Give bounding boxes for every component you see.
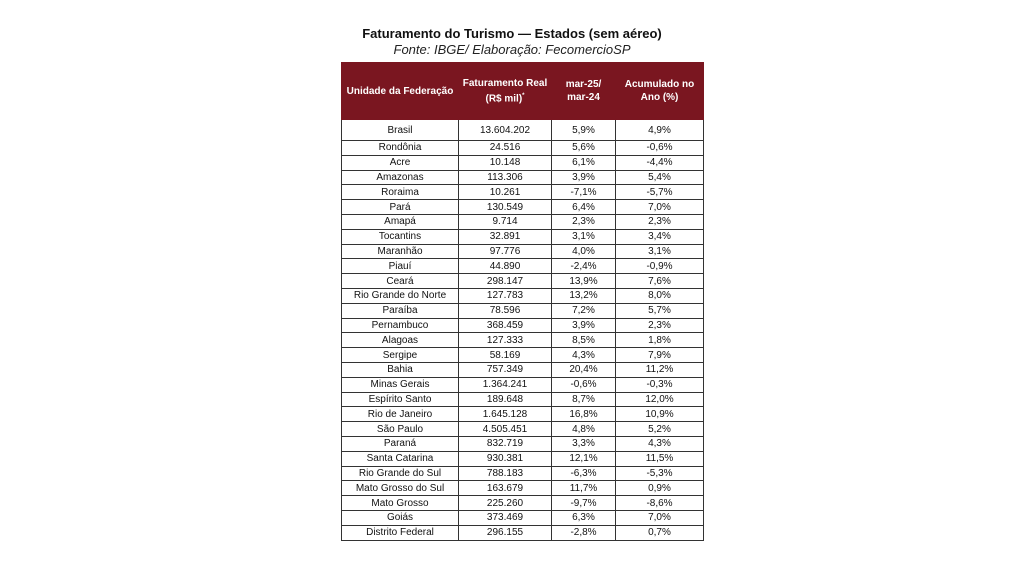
table-row — [342, 170, 704, 185]
cell-ytd: 2,3% — [616, 318, 704, 333]
cell-revenue: 127.783 — [459, 288, 552, 303]
table-row — [342, 466, 704, 481]
page-title: Faturamento do Turismo — Estados (sem aéreo) — [362, 26, 662, 41]
table-row — [342, 303, 704, 318]
cell-state: Paraíba — [342, 303, 459, 318]
table-row — [342, 525, 704, 540]
cell-state: Piauí — [342, 259, 459, 274]
cell-state: Pernambuco — [342, 318, 459, 333]
source-subtitle: Fonte: IBGE/ Elaboração: FecomercioSP — [393, 42, 631, 57]
cell-revenue: 373.469 — [459, 510, 552, 525]
cell-revenue: 298.147 — [459, 274, 552, 289]
cell-state: Brasil — [342, 120, 459, 141]
cell-revenue: 10.261 — [459, 185, 552, 200]
cell-monthly-change: -2,4% — [552, 259, 616, 274]
cell-monthly-change: 5,6% — [552, 141, 616, 156]
cell-state: Tocantins — [342, 229, 459, 244]
table-row — [342, 120, 704, 141]
cell-ytd: 3,1% — [616, 244, 704, 259]
cell-ytd: 11,5% — [616, 451, 704, 466]
header-federation-unit: Unidade da Federação — [342, 63, 459, 120]
cell-revenue: 97.776 — [459, 244, 552, 259]
header-real-revenue-label: Faturamento Real (R$ mil) — [462, 77, 548, 105]
cell-monthly-change: 5,9% — [552, 120, 616, 141]
cell-state: Mato Grosso — [342, 496, 459, 511]
table-row — [342, 141, 704, 156]
table-row — [342, 362, 704, 377]
cell-ytd: 7,0% — [616, 510, 704, 525]
cell-revenue: 10.148 — [459, 155, 552, 170]
cell-state: São Paulo — [342, 422, 459, 437]
tourism-revenue-table — [341, 62, 704, 541]
cell-state: Pará — [342, 200, 459, 215]
cell-monthly-change: 6,1% — [552, 155, 616, 170]
table-row — [342, 229, 704, 244]
table-row — [342, 407, 704, 422]
cell-monthly-change: -6,3% — [552, 466, 616, 481]
cell-monthly-change: 3,9% — [552, 318, 616, 333]
cell-ytd: -0,3% — [616, 377, 704, 392]
cell-monthly-change: 4,3% — [552, 348, 616, 363]
table-row — [342, 348, 704, 363]
cell-revenue: 788.183 — [459, 466, 552, 481]
cell-state: Minas Gerais — [342, 377, 459, 392]
cell-revenue: 130.549 — [459, 200, 552, 215]
cell-ytd: 8,0% — [616, 288, 704, 303]
cell-ytd: 4,9% — [616, 120, 704, 141]
cell-revenue: 58.169 — [459, 348, 552, 363]
cell-ytd: 0,9% — [616, 481, 704, 496]
header-real-revenue — [459, 63, 552, 120]
cell-revenue: 1.364.241 — [459, 377, 552, 392]
table-row — [342, 318, 704, 333]
cell-monthly-change: 13,2% — [552, 288, 616, 303]
cell-revenue: 757.349 — [459, 362, 552, 377]
cell-monthly-change: 16,8% — [552, 407, 616, 422]
cell-ytd: 7,9% — [616, 348, 704, 363]
cell-revenue: 13.604.202 — [459, 120, 552, 141]
cell-ytd: -0,6% — [616, 141, 704, 156]
cell-monthly-change: -2,8% — [552, 525, 616, 540]
cell-monthly-change: 6,3% — [552, 510, 616, 525]
table-row — [342, 259, 704, 274]
cell-state: Goiás — [342, 510, 459, 525]
table-row — [342, 451, 704, 466]
header-ytd-accumulated: Acumulado no Ano (%) — [616, 63, 704, 120]
cell-monthly-change: -7,1% — [552, 185, 616, 200]
header-note-marker: * — [522, 92, 525, 99]
cell-revenue: 368.459 — [459, 318, 552, 333]
cell-revenue: 9.714 — [459, 214, 552, 229]
cell-revenue: 24.516 — [459, 141, 552, 156]
cell-revenue: 32.891 — [459, 229, 552, 244]
table-header-row — [342, 63, 704, 120]
cell-revenue: 1.645.128 — [459, 407, 552, 422]
cell-state: Santa Catarina — [342, 451, 459, 466]
cell-state: Amazonas — [342, 170, 459, 185]
cell-state: Bahia — [342, 362, 459, 377]
table-row — [342, 422, 704, 437]
table-row — [342, 496, 704, 511]
cell-monthly-change: 20,4% — [552, 362, 616, 377]
cell-monthly-change: 13,9% — [552, 274, 616, 289]
table-body — [342, 120, 704, 541]
cell-state: Paraná — [342, 436, 459, 451]
cell-monthly-change: 2,3% — [552, 214, 616, 229]
cell-monthly-change: 3,3% — [552, 436, 616, 451]
cell-state: Espírito Santo — [342, 392, 459, 407]
table-row — [342, 392, 704, 407]
table-row — [342, 200, 704, 215]
cell-ytd: -0,9% — [616, 259, 704, 274]
cell-state: Ceará — [342, 274, 459, 289]
cell-monthly-change: 7,2% — [552, 303, 616, 318]
cell-revenue: 163.679 — [459, 481, 552, 496]
cell-state: Rio de Janeiro — [342, 407, 459, 422]
cell-ytd: 7,6% — [616, 274, 704, 289]
table-row — [342, 244, 704, 259]
cell-revenue: 296.155 — [459, 525, 552, 540]
table-row — [342, 377, 704, 392]
cell-ytd: 2,3% — [616, 214, 704, 229]
cell-state: Rondônia — [342, 141, 459, 156]
cell-monthly-change: 4,0% — [552, 244, 616, 259]
cell-ytd: -4,4% — [616, 155, 704, 170]
cell-state: Distrito Federal — [342, 525, 459, 540]
cell-state: Roraima — [342, 185, 459, 200]
table-row — [342, 436, 704, 451]
cell-ytd: -5,7% — [616, 185, 704, 200]
cell-revenue: 127.333 — [459, 333, 552, 348]
table-row — [342, 214, 704, 229]
cell-revenue: 44.890 — [459, 259, 552, 274]
cell-revenue: 189.648 — [459, 392, 552, 407]
cell-ytd: 7,0% — [616, 200, 704, 215]
cell-ytd: 11,2% — [616, 362, 704, 377]
cell-ytd: -5,3% — [616, 466, 704, 481]
cell-monthly-change: -0,6% — [552, 377, 616, 392]
cell-state: Maranhão — [342, 244, 459, 259]
cell-monthly-change: 3,9% — [552, 170, 616, 185]
cell-monthly-change: 8,5% — [552, 333, 616, 348]
cell-ytd: 0,7% — [616, 525, 704, 540]
table-row — [342, 185, 704, 200]
table-row — [342, 155, 704, 170]
cell-revenue: 225.260 — [459, 496, 552, 511]
cell-monthly-change: -9,7% — [552, 496, 616, 511]
cell-revenue: 78.596 — [459, 303, 552, 318]
cell-revenue: 930.381 — [459, 451, 552, 466]
table-row — [342, 481, 704, 496]
cell-ytd: 10,9% — [616, 407, 704, 422]
table-row — [342, 510, 704, 525]
cell-state: Sergipe — [342, 348, 459, 363]
cell-state: Amapá — [342, 214, 459, 229]
cell-state: Rio Grande do Sul — [342, 466, 459, 481]
cell-monthly-change: 6,4% — [552, 200, 616, 215]
cell-ytd: 1,8% — [616, 333, 704, 348]
cell-state: Acre — [342, 155, 459, 170]
cell-state: Mato Grosso do Sul — [342, 481, 459, 496]
cell-ytd: 12,0% — [616, 392, 704, 407]
cell-monthly-change: 8,7% — [552, 392, 616, 407]
table-row — [342, 274, 704, 289]
table-row — [342, 288, 704, 303]
cell-revenue: 832.719 — [459, 436, 552, 451]
cell-monthly-change: 11,7% — [552, 481, 616, 496]
cell-ytd: 4,3% — [616, 436, 704, 451]
cell-monthly-change: 12,1% — [552, 451, 616, 466]
cell-state: Rio Grande do Norte — [342, 288, 459, 303]
cell-revenue: 4.505.451 — [459, 422, 552, 437]
cell-monthly-change: 3,1% — [552, 229, 616, 244]
cell-ytd: 5,7% — [616, 303, 704, 318]
table-row — [342, 333, 704, 348]
cell-monthly-change: 4,8% — [552, 422, 616, 437]
cell-ytd: -8,6% — [616, 496, 704, 511]
cell-ytd: 5,2% — [616, 422, 704, 437]
cell-ytd: 5,4% — [616, 170, 704, 185]
header-monthly-change: mar-25/ mar-24 — [552, 63, 616, 120]
cell-ytd: 3,4% — [616, 229, 704, 244]
cell-revenue: 113.306 — [459, 170, 552, 185]
cell-state: Alagoas — [342, 333, 459, 348]
